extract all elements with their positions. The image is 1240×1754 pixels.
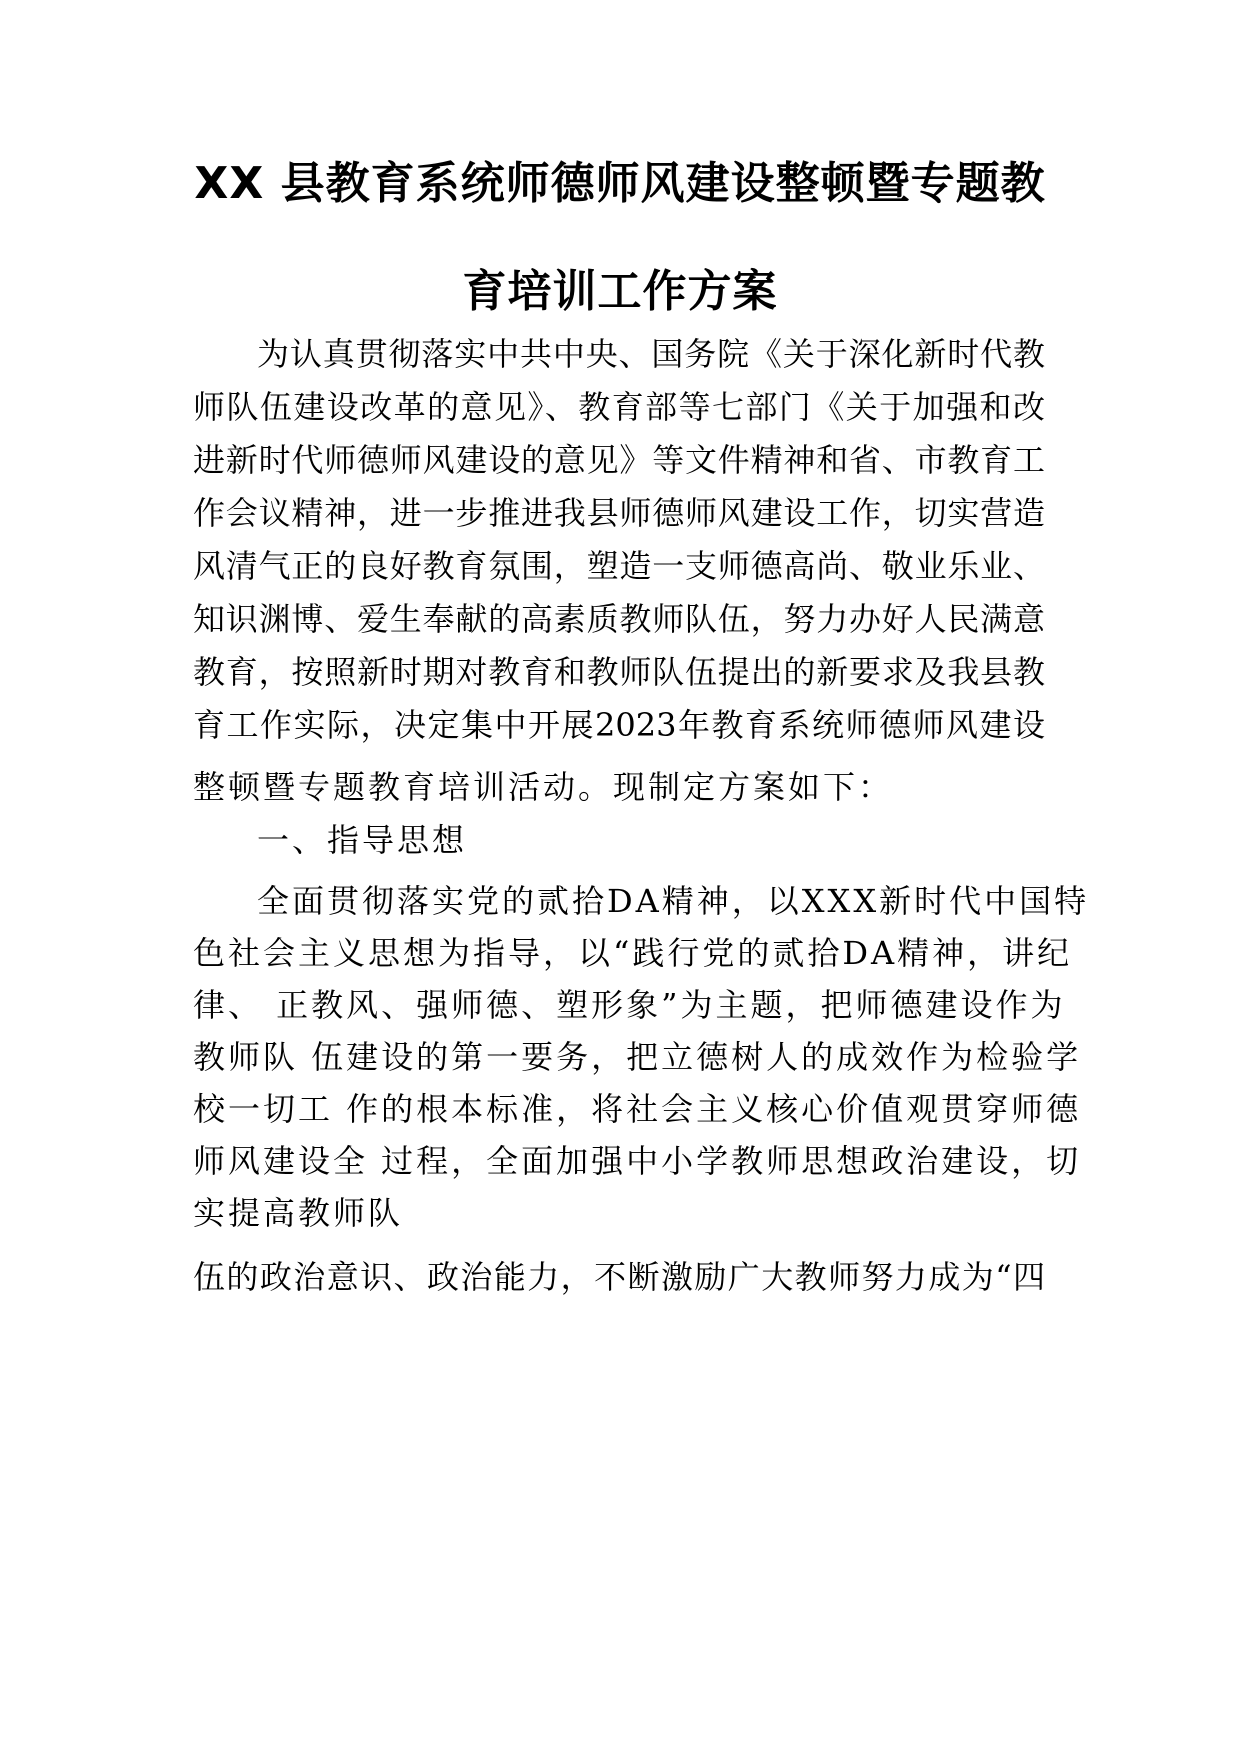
- section-line: 教师队 伍建设的第一要务，把立德树人的成效作为检验学: [193, 1038, 1082, 1076]
- section-line: 师风建设全 过程，全面加强中小学教师思想政治建设，切: [193, 1142, 1082, 1180]
- intro-line: 作会议精神，进一步推进我县师德师风建设工作，切实营造: [193, 494, 1045, 532]
- section-line: 伍的政治意识、政治能力，不断激励广大教师努力成为“四: [193, 1258, 1045, 1296]
- intro-line: 教育，按照新时期对教育和教师队伍提出的新要求及我县教: [193, 653, 1045, 691]
- intro-line: 整顿暨专题教育培训活动。现制定方案如下：: [193, 768, 894, 806]
- section-line: 色社会主义思想为指导，以“践行党的贰拾DA精神，讲纪: [193, 934, 1073, 972]
- intro-line: 育工作实际，决定集中开展2023年教育系统师德师风建设: [193, 706, 1045, 744]
- intro-line: 师队伍建设改革的意见》、教育部等七部门《关于加强和改: [193, 388, 1045, 426]
- section-line: 校一切工 作的根本标准，将社会主义核心价值观贯穿师德: [193, 1090, 1082, 1128]
- section-heading: 一、指导思想: [257, 821, 468, 859]
- section-line: 律、 正教风、强师德、塑形象”为主题，把师德建设作为: [193, 986, 1066, 1024]
- section-line: 实提高教师队: [193, 1194, 404, 1232]
- title-line-2: 育培训工作方案: [462, 266, 778, 317]
- intro-line: 为认真贯彻落实中共中央、国务院《关于深化新时代教: [257, 335, 1045, 373]
- intro-line: 风清气正的良好教育氛围，塑造一支师德高尚、敬业乐业、: [193, 547, 1045, 585]
- intro-line: 进新时代师德师风建设的意见》等文件精神和省、市教育工: [193, 441, 1045, 479]
- title-line-1: XX 县教育系统师德师风建设整顿暨专题教: [194, 158, 1046, 209]
- intro-line: 知识渊博、爱生奉献的高素质教师队伍，努力办好人民满意: [193, 600, 1045, 638]
- section-line: 全面贯彻落实党的贰拾DA精神，以XXX新时代中国特: [257, 882, 1090, 920]
